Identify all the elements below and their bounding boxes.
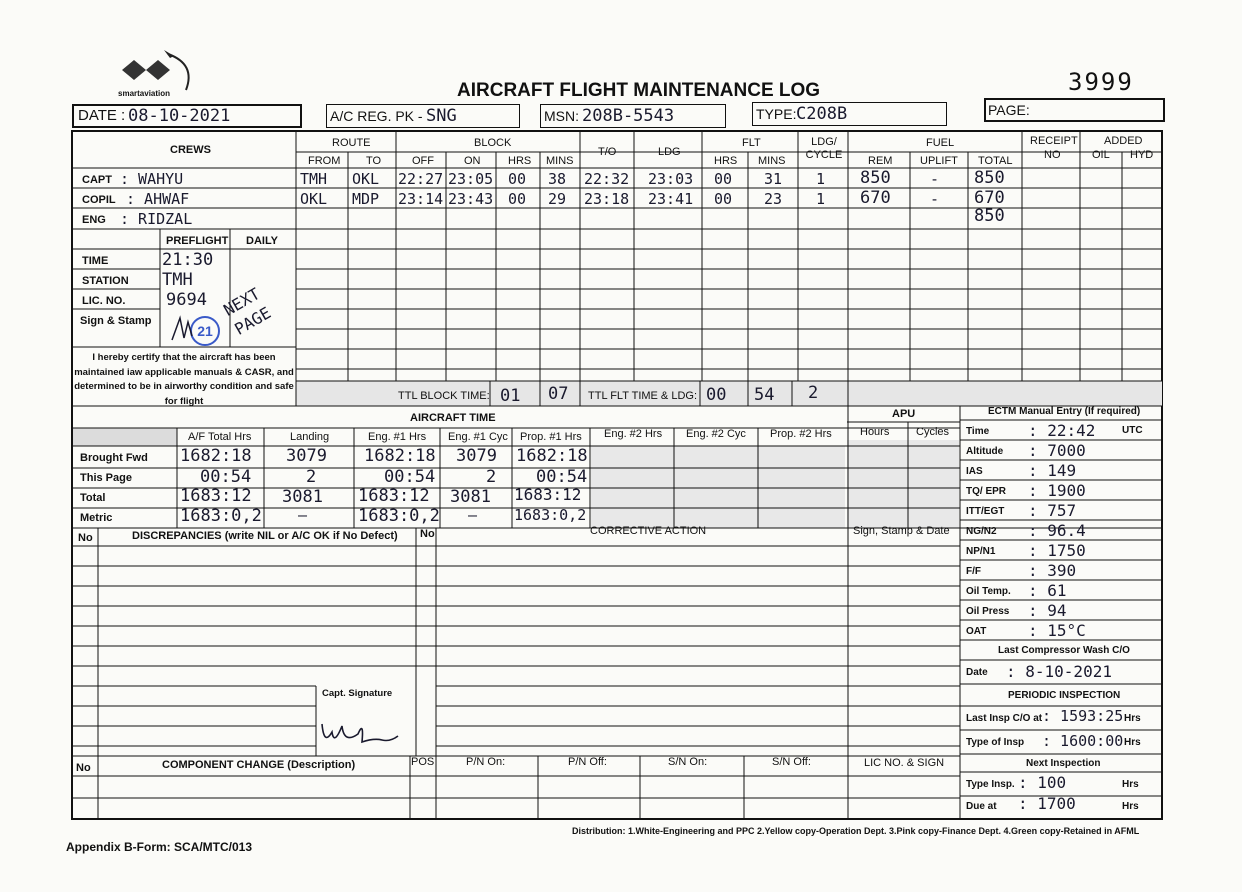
ttl-flt-label: TTL FLT TIME & LDG:: [588, 390, 698, 402]
from-header: FROM: [308, 155, 341, 167]
this-page-eng1c[interactable]: 2: [486, 467, 497, 487]
on-header: ON: [464, 155, 481, 167]
eng-label: ENG: [82, 214, 106, 226]
due-at-value[interactable]: : 1700: [1018, 794, 1076, 813]
total-af[interactable]: 1683:12: [180, 486, 252, 506]
pos-header: POS: [411, 756, 435, 768]
ttl-ldg[interactable]: 2: [808, 383, 819, 403]
wash-date-label: Date: [966, 667, 988, 678]
type-label: TYPE:: [756, 106, 797, 122]
brought-fwd-prop1[interactable]: 1682:18: [516, 446, 588, 466]
flight-2-flt-mins[interactable]: 23: [764, 190, 783, 208]
flight-2-uplift[interactable]: -: [930, 190, 940, 208]
component-change-header: COMPONENT CHANGE (Description): [162, 759, 356, 771]
mins-header: MINS: [546, 155, 574, 167]
page-title: AIRCRAFT FLIGHT MAINTENANCE LOG: [457, 80, 821, 101]
apu-cycles-header: Cycles: [916, 426, 950, 438]
discrepancy-no-header: No: [78, 532, 93, 544]
hrs-header: HRS: [508, 155, 532, 167]
ectm-np-value[interactable]: : 1750: [1028, 541, 1086, 560]
captain-signature: [318, 712, 408, 757]
ectm-tq-label: TQ/ EPR: [966, 486, 1007, 497]
capt-value[interactable]: : WAHYU: [120, 170, 184, 188]
ectm-itt-label: ITT/EGT: [966, 506, 1005, 517]
daily-header: DAILY: [246, 235, 278, 247]
ectm-title: ECTM Manual Entry (If required): [988, 406, 1141, 417]
preflight-time[interactable]: 21:30: [162, 250, 214, 270]
brand-name: smartaviation: [118, 89, 171, 98]
corrective-action-header: CORRECTIVE ACTION: [590, 525, 707, 537]
this-page-landing[interactable]: 2: [306, 467, 317, 487]
to-header: TO: [366, 155, 382, 167]
total-eng1c[interactable]: 3081: [450, 487, 491, 507]
ttl-flt-mins[interactable]: 54: [754, 385, 775, 405]
distribution-note: Distribution: 1.White-Engineering and PPC 2.Yellow copy-Operation Dept. 3.Pink copy-Finance Dept. 4.Green copy-Retained in AFML: [572, 826, 1140, 836]
flight-2-total[interactable]: 670: [974, 188, 1005, 208]
ectm-time-value[interactable]: : 22:42: [1028, 421, 1096, 440]
ectm-oil-press-value[interactable]: : 94: [1028, 601, 1067, 620]
ectm-altitude-value[interactable]: : 7000: [1028, 441, 1086, 460]
hyd-header: HYD: [1130, 149, 1154, 161]
oil-header: OIL: [1092, 149, 1110, 161]
rem-header: REM: [868, 155, 893, 167]
brought-fwd-landing[interactable]: 3079: [286, 446, 327, 466]
preflight-station[interactable]: TMH: [162, 270, 193, 290]
reg-value[interactable]: SNG: [426, 106, 457, 126]
date-value[interactable]: 08-10-2021: [128, 106, 231, 126]
ectm-ias-value[interactable]: : 149: [1028, 461, 1077, 480]
due-at-unit: Hrs: [1122, 801, 1139, 812]
metric-prop1[interactable]: 1683:0,2: [514, 506, 587, 524]
wash-date-value[interactable]: : 8-10-2021: [1006, 662, 1112, 681]
flight-1-cycle[interactable]: 1: [816, 170, 826, 188]
brought-fwd-eng1c[interactable]: 3079: [456, 446, 497, 466]
type-insp-label: Type of Insp: [966, 737, 1025, 748]
landing-header: Landing: [290, 431, 330, 443]
added-header: ADDED: [1104, 135, 1143, 147]
flight-2-mins[interactable]: 29: [548, 190, 567, 208]
preflight-lic[interactable]: 9694: [166, 290, 207, 310]
ectm-itt-value[interactable]: : 757: [1028, 501, 1077, 520]
total-landing[interactable]: 3081: [282, 487, 323, 507]
type-insp-value[interactable]: : 1600:00: [1042, 732, 1124, 750]
page-label: PAGE:: [988, 102, 1030, 118]
copil-value[interactable]: : AHWAF: [126, 190, 190, 208]
flight-2-ldg[interactable]: 23:41: [648, 190, 694, 208]
appendix-label: Appendix B-Form: SCA/MTC/013: [66, 840, 253, 854]
af-total-header: A/F Total Hrs: [188, 431, 252, 443]
ttl-flt-hrs[interactable]: 00: [706, 385, 727, 405]
this-page-af[interactable]: 00:54: [200, 467, 252, 487]
apu-hours-header: Hours: [860, 426, 890, 438]
periodic-inspection-title: PERIODIC INSPECTION: [1008, 690, 1121, 701]
lic-label: LIC. NO.: [82, 295, 126, 307]
last-insp-label: Last Insp C/O at: [966, 713, 1043, 724]
flt-mins-header: MINS: [758, 155, 786, 167]
date-label: DATE :: [78, 107, 126, 124]
eng2-cyc-header: Eng. #2 Cyc: [686, 428, 746, 440]
ectm-altitude-label: Altitude: [966, 446, 1004, 457]
certify-statement: I hereby certify that the aircraft has been maintained iaw applicable manuals & CASR, and determined to be in airworthy condition and safe for flight: [74, 352, 294, 407]
this-page-label: This Page: [80, 472, 132, 484]
ectm-oat-value[interactable]: : 15°C: [1028, 621, 1086, 640]
flight-2-rem[interactable]: 670: [860, 188, 891, 208]
ectm-ng-value[interactable]: : 96.4: [1028, 521, 1086, 540]
daily-next-page-note: NEXT PAGE: [220, 284, 275, 339]
flt-header: FLT: [742, 137, 761, 149]
brought-fwd-eng1h[interactable]: 1682:18: [364, 446, 436, 466]
flight-2-flt-hrs[interactable]: 00: [714, 190, 733, 208]
msn-label: MSN:: [544, 108, 579, 124]
preflight-header: PREFLIGHT: [166, 235, 229, 247]
prop2-hrs-header: Prop. #2 Hrs: [770, 428, 832, 440]
pn-on-header: P/N On:: [466, 756, 506, 768]
next-type-value[interactable]: : 100: [1018, 773, 1067, 792]
brought-fwd-af[interactable]: 1682:18: [180, 446, 252, 466]
metric-landing[interactable]: —: [298, 506, 308, 524]
eng1-hrs-header: Eng. #1 Hrs: [368, 431, 427, 443]
flight-2-hrs[interactable]: 00: [508, 190, 527, 208]
receipt-no-header: NO: [1044, 149, 1061, 161]
this-page-eng1h[interactable]: 00:54: [384, 467, 436, 487]
total-prop1[interactable]: 1683:12: [514, 485, 582, 504]
ectm-oil-temp-value[interactable]: : 61: [1028, 581, 1067, 600]
flight-1-to-time[interactable]: 22:32: [584, 170, 630, 188]
flight-2-on[interactable]: 23:43: [448, 190, 494, 208]
flight-1-off[interactable]: 22:27: [398, 170, 444, 188]
apu-title: APU: [892, 408, 916, 420]
flight-2-cycle[interactable]: 1: [816, 190, 826, 208]
sign-stamp-date-header: Sign, Stamp & Date: [853, 525, 950, 537]
ldg-header: LDG: [658, 146, 681, 158]
sn-off-header: S/N Off:: [772, 756, 811, 768]
flight-3-total[interactable]: 850: [974, 206, 1005, 226]
last-insp-unit: Hrs: [1124, 713, 1141, 724]
ectm-ng-label: NG/N2: [966, 526, 997, 537]
flight-1-ldg[interactable]: 23:03: [648, 170, 694, 188]
flight-1-flt-mins[interactable]: 31: [764, 170, 783, 188]
ttl-block-hrs[interactable]: 01: [500, 386, 521, 406]
ectm-oat-label: OAT: [966, 626, 987, 637]
sign-stamp-label: Sign & Stamp: [80, 315, 152, 327]
flight-1-on[interactable]: 23:05: [448, 170, 494, 188]
metric-eng1h[interactable]: 1683:0,2: [358, 506, 440, 526]
metric-eng1c[interactable]: —: [468, 506, 478, 524]
time-label: TIME: [82, 255, 109, 267]
ttl-block-mins[interactable]: 07: [548, 384, 569, 404]
capt-label: CAPT: [82, 174, 112, 186]
route-header: ROUTE: [332, 137, 371, 149]
prop1-hrs-header: Prop. #1 Hrs: [520, 431, 582, 443]
flight-1-to[interactable]: OKL: [352, 170, 380, 188]
flight-1-mins[interactable]: 38: [548, 170, 567, 188]
next-inspection-title: Next Inspection: [1026, 758, 1101, 769]
total-label: Total: [80, 492, 106, 504]
uplift-header: UPLIFT: [920, 155, 958, 167]
stamp-number: 21: [197, 323, 213, 339]
ectm-time-unit: UTC: [1122, 425, 1143, 436]
form-number: 3999: [1068, 68, 1134, 96]
discrepancies-header: DISCREPANCIES (write NIL or A/C OK if No Defect): [132, 530, 398, 542]
ldg-cycle-header: LDG/ CYCLE: [805, 136, 843, 161]
lic-sign-header: LIC NO. & SIGN: [864, 757, 945, 769]
flight-1-total[interactable]: 850: [974, 168, 1005, 188]
aircraft-time-title: AIRCRAFT TIME: [410, 412, 496, 424]
corrective-no-header: No: [420, 528, 435, 540]
component-no-header: No: [76, 762, 91, 774]
flight-1-hrs[interactable]: 00: [508, 170, 527, 188]
station-label: STATION: [82, 275, 129, 287]
eng2-hrs-header: Eng. #2 Hrs: [604, 428, 663, 440]
total-header: TOTAL: [978, 155, 1013, 167]
inspector-signature: [168, 314, 196, 349]
due-at-label: Due at: [966, 801, 997, 812]
fuel-header: FUEL: [926, 137, 955, 149]
ttl-block-label: TTL BLOCK TIME:: [398, 390, 490, 402]
msn-value[interactable]: 208B-5543: [582, 106, 675, 126]
ectm-oil-press-label: Oil Press: [966, 606, 1010, 617]
pn-off-header: P/N Off:: [568, 756, 607, 768]
flight-2-off[interactable]: 23:14: [398, 190, 444, 208]
receipt-header: RECEIPT: [1030, 135, 1078, 147]
flight-1-rem[interactable]: 850: [860, 168, 891, 188]
ectm-ff-label: F/F: [966, 566, 981, 577]
eng1-cyc-header: Eng. #1 Cyc: [448, 431, 508, 443]
flight-2-from[interactable]: OKL: [300, 190, 328, 208]
metric-af[interactable]: 1683:0,2: [180, 506, 262, 526]
compressor-wash-title: Last Compressor Wash C/O: [998, 645, 1130, 656]
capt-signature-label: Capt. Signature: [322, 688, 393, 699]
metric-label: Metric: [80, 512, 113, 524]
flt-hrs-header: HRS: [714, 155, 738, 167]
ectm-np-label: NP/N1: [966, 546, 996, 557]
type-value[interactable]: C208B: [796, 104, 848, 124]
copil-label: COPIL: [82, 194, 116, 206]
ectm-oil-temp-label: Oil Temp.: [966, 586, 1011, 597]
ectm-tq-value[interactable]: : 1900: [1028, 481, 1086, 500]
flight-1-uplift[interactable]: -: [930, 170, 940, 188]
total-eng1h[interactable]: 1683:12: [358, 486, 430, 506]
to-time-header: T/O: [598, 146, 617, 158]
this-page-prop1[interactable]: 00:54: [536, 467, 588, 487]
ectm-ias-label: IAS: [966, 466, 983, 477]
flight-2-to[interactable]: MDP: [352, 190, 380, 208]
last-insp-value[interactable]: : 1593:25: [1042, 707, 1124, 725]
ectm-ff-value[interactable]: : 390: [1028, 561, 1077, 580]
flight-2-to-time[interactable]: 23:18: [584, 190, 630, 208]
block-header: BLOCK: [474, 137, 512, 149]
crews-header: CREWS: [170, 144, 211, 156]
off-header: OFF: [412, 155, 434, 167]
flight-1-flt-hrs[interactable]: 00: [714, 170, 733, 188]
sn-on-header: S/N On:: [668, 756, 708, 768]
reg-label: A/C REG. PK -: [330, 108, 423, 124]
brought-fwd-label: Brought Fwd: [80, 452, 148, 464]
eng-value[interactable]: : RIDZAL: [120, 210, 193, 228]
next-type-label: Type Insp.: [966, 779, 1015, 790]
type-insp-unit: Hrs: [1124, 737, 1141, 748]
next-type-unit: Hrs: [1122, 779, 1139, 790]
flight-1-from[interactable]: TMH: [300, 170, 328, 188]
ectm-time-label: Time: [966, 426, 990, 437]
